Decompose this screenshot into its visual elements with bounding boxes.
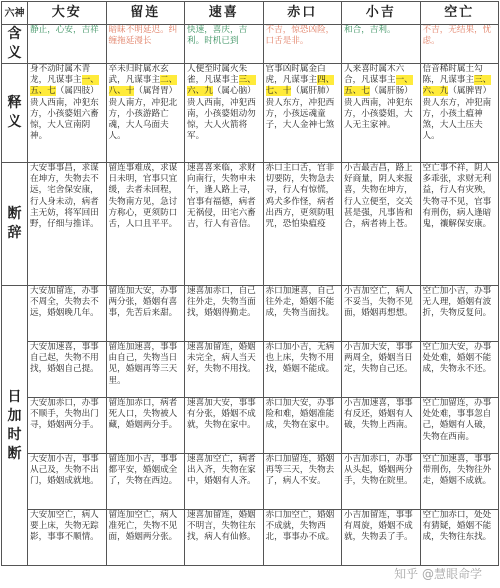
day-hour-row bbox=[2, 510, 499, 566]
day-hour-row bbox=[2, 286, 499, 342]
explanation-text: 信音稀时属土勾陈，凡谋事主 bbox=[422, 64, 483, 86]
row-label-explanation: 释义 bbox=[2, 64, 28, 163]
meaning-row bbox=[2, 25, 499, 64]
day-hour-cell: 赤口加速喜，自己往外走，婚姻不能成，失物当面找。 bbox=[263, 286, 342, 342]
explanation-text: （属四肢）贵人西南，冲犯东方，小孩婆姐六畜惊，大人宣南阴神。 bbox=[30, 86, 99, 142]
day-hour-cell: 赤口加小吉，无病也上床，失物不用找，婚姻不能成。 bbox=[263, 342, 342, 398]
day-hour-cell: 留连加大安，办事两分张，婚姻有喜事，先苦后来甜。 bbox=[106, 286, 185, 342]
day-hour-cell: 大安加速喜，事事自己起，失物不用找，婚姻自己提。 bbox=[28, 342, 107, 398]
number-highlight: 一、五、七 bbox=[30, 75, 99, 97]
explanation-text: （属肝肠）贵人西南，冲犯东方，小孩婆姐，大人无主家神。 bbox=[344, 86, 413, 131]
day-hour-cell: 小吉加留连，事事有周旋，婚姻不成就，失物丢了手。 bbox=[342, 510, 421, 566]
day-hour-cell: 速喜加留连，婚姻不明言，失物往东找，病人有仙修。 bbox=[185, 510, 264, 566]
explanation-cell bbox=[263, 64, 342, 163]
day-hour-cell: 小吉加大安，事事两周全，婚姻当日定，失物自己还。 bbox=[342, 342, 421, 398]
judgment-cell: 赤口主口舌，官非切要防，失物急去寻，行人有惊慌，鸡犬多作怪，病者出西方，更须防咀咒，恐怕染瘟疫 bbox=[263, 163, 342, 286]
explanation-text: 卒未归时属水玄武，凡谋事主 bbox=[108, 64, 169, 86]
col-header-chikou: 赤口 bbox=[263, 2, 342, 25]
explanation-cell bbox=[420, 64, 499, 163]
number-highlight: 四、七、十 bbox=[265, 75, 335, 97]
watermark: 知乎 @慧眼命学 bbox=[394, 567, 482, 581]
judgment-row bbox=[2, 163, 499, 286]
explanation-text: （属肾胃）贵人南方，冲犯北方，小孩游路亡魂，大人乌面夫人。 bbox=[108, 86, 178, 142]
corner-label: 六神 bbox=[2, 2, 28, 25]
day-hour-cell: 空亡加小吉，办事无人理，婚姻有波折，失物反复问。 bbox=[420, 286, 499, 342]
explanation-text: 身不动时属木青龙，凡谋事主 bbox=[30, 64, 91, 86]
liushen-table bbox=[1, 1, 499, 566]
row-label-judgment: 断辞 bbox=[2, 163, 28, 286]
day-hour-cell: 小吉加空亡，病人不妥当，失物不见面，婚姻再想想。 bbox=[342, 286, 421, 342]
day-hour-cell: 大安加小吉，事事从己及，失物不出门，婚姻成就地。 bbox=[28, 454, 107, 510]
judgment-cell: 空亡事不祥，阴人多乖张，求财无利益，行人有灾殃，失物寻不见，官事有刑伤，病人逢暗鬼，禳解保安康。 bbox=[420, 163, 499, 286]
explanation-text: （属心脑）贵人西南，冲犯西南，小孩婆姐动勿惊，大人火箭将军。 bbox=[187, 86, 256, 142]
number-highlight: 一、五、七 bbox=[344, 75, 413, 97]
row-label-meaning: 含义 bbox=[2, 25, 28, 64]
col-header-xiaoji: 小吉 bbox=[342, 2, 421, 25]
explanation-row bbox=[2, 64, 499, 163]
number-highlight: 三、六、九 bbox=[422, 75, 492, 97]
judgment-cell: 速喜喜来临，求财向南行，失物申未午，逢人路上寻，官事有福德，病者无祸侵，田宅六畜吉，行人有音信。 bbox=[185, 163, 264, 286]
judgment-cell: 小吉最吉昌，路上好商量，阴人来报喜，失物在坤方，行人立便至，交关甚是强，凡事皆和合，病者祷上苍。 bbox=[342, 163, 421, 286]
day-hour-cell: 留连加小吉，事事都平安，婚姻成全了，失物在西边。 bbox=[106, 454, 185, 510]
day-hour-cell: 空亡加大安，办事处处难，婚姻不能成，失物永不还。 bbox=[420, 342, 499, 398]
col-header-kongwang: 空亡 bbox=[420, 2, 499, 25]
col-header-daan: 大安 bbox=[28, 2, 107, 25]
explanation-text: （属肝肺）贵人东方，冲犯西方，小孩远魂童子，大人金神七煞 bbox=[265, 86, 335, 131]
judgment-cell: 大安事事昌，求谋在坤方，失物去不远，宅舍保安康，行人身未动，病者主无妨，将军回田野，仔细与推详。 bbox=[28, 163, 107, 286]
col-header-liulian: 留连 bbox=[106, 2, 185, 25]
explanation-text: 人来喜时属木六合，凡谋事主 bbox=[344, 64, 405, 86]
day-hour-row bbox=[2, 454, 499, 510]
day-hour-cell: 赤口加大安，办事险和难，婚姻准能成，失物在家中。 bbox=[263, 398, 342, 454]
meaning-cell: 静止，心安，吉祥 bbox=[28, 25, 107, 64]
meaning-cell: 不吉，惊恐凶险，口舌是非。 bbox=[263, 25, 342, 64]
day-hour-row bbox=[2, 342, 499, 398]
meaning-cell: 快速，喜庆，吉利。时机已到 bbox=[185, 25, 264, 64]
day-hour-cell: 赤口加留连，婚姻再等三天，失物去了，病人不安。 bbox=[263, 454, 342, 510]
explanation-cell bbox=[185, 64, 264, 163]
row-label-day-hour: 日加时断 bbox=[2, 286, 28, 566]
day-hour-cell: 空亡加留连，办事处处难，事事忽自己，婚姻有人破，失物在西南。 bbox=[420, 398, 499, 454]
number-highlight: 三、六、九 bbox=[187, 75, 256, 97]
judgment-cell: 留连事难成，求谋日未明，官事只宜缓，去者未回程，失物南方见，急讨方称心，更须防口舌，人口且平平。 bbox=[106, 163, 185, 286]
day-hour-cell: 速喜加留连，婚姻未完全，病人当天好，失物不用找。 bbox=[185, 342, 264, 398]
explanation-text: （属脾胃）贵人东方，冲犯南方，小孩土瘟神煞，大人土压夫人。 bbox=[422, 86, 492, 142]
col-header-suxi: 速喜 bbox=[185, 2, 264, 25]
day-hour-cell: 速喜加空亡，病者出入齐，失物在家中，婚姻有人齐。 bbox=[185, 454, 264, 510]
header-row bbox=[2, 2, 499, 25]
day-hour-cell: 速喜加大安，事事有分张，婚姻不成就，失物在家中。 bbox=[185, 398, 264, 454]
day-hour-cell: 小吉加赤口，办事从头起，婚姻两分手，失物在院里。 bbox=[342, 454, 421, 510]
meaning-cell: 暗昧不明延迟。纠缠拖延漫长 bbox=[106, 25, 185, 64]
explanation-text: 官事凶时属金白虎，凡谋事主 bbox=[265, 64, 326, 86]
day-hour-cell: 留连加速喜，事事由自己，失物当日见，婚姻再等三天里。 bbox=[106, 342, 185, 398]
day-hour-cell: 大安加留连，办事不周全，失物去不远，婚姻晚几年。 bbox=[28, 286, 107, 342]
day-hour-cell: 空亡加速喜，事事带刑伤，失物往外走，婚姻不成就。 bbox=[420, 454, 499, 510]
number-highlight: 二、八、十 bbox=[108, 75, 178, 97]
meaning-cell: 和合，吉利。 bbox=[342, 25, 421, 64]
day-hour-cell: 赤口加空亡，婚姻不成就，失物西北，事事办不成。 bbox=[263, 510, 342, 566]
day-hour-row bbox=[2, 398, 499, 454]
day-hour-cell: 留连加空亡，病人准死亡，失物不见面，婚姻两分张。 bbox=[106, 510, 185, 566]
meaning-cell: 不吉，无结果，忧虑。 bbox=[420, 25, 499, 64]
explanation-cell bbox=[106, 64, 185, 163]
explanation-cell bbox=[342, 64, 421, 163]
day-hour-cell: 速喜加赤口，自己往外走，失物当面找，婚姻得勤走。 bbox=[185, 286, 264, 342]
explanation-cell bbox=[28, 64, 107, 163]
day-hour-cell: 空亡加赤口，处处有猜疑，婚姻不能成，失物往东找。 bbox=[420, 510, 499, 566]
day-hour-cell: 留连加赤口，病者死人口，失物被人藏，婚姻两分手。 bbox=[106, 398, 185, 454]
day-hour-cell: 小吉加速喜，事事有反还，婚姻有人破，失物上西南。 bbox=[342, 398, 421, 454]
explanation-text: 人便至时属火朱雀，凡谋事主 bbox=[187, 64, 248, 86]
day-hour-cell: 大安加赤口，办事不顺手，失物出门寻，婚姻两分手。 bbox=[28, 398, 107, 454]
day-hour-cell: 大安加空亡，病人要上床，失物无踪影，事事不顺情。 bbox=[28, 510, 107, 566]
